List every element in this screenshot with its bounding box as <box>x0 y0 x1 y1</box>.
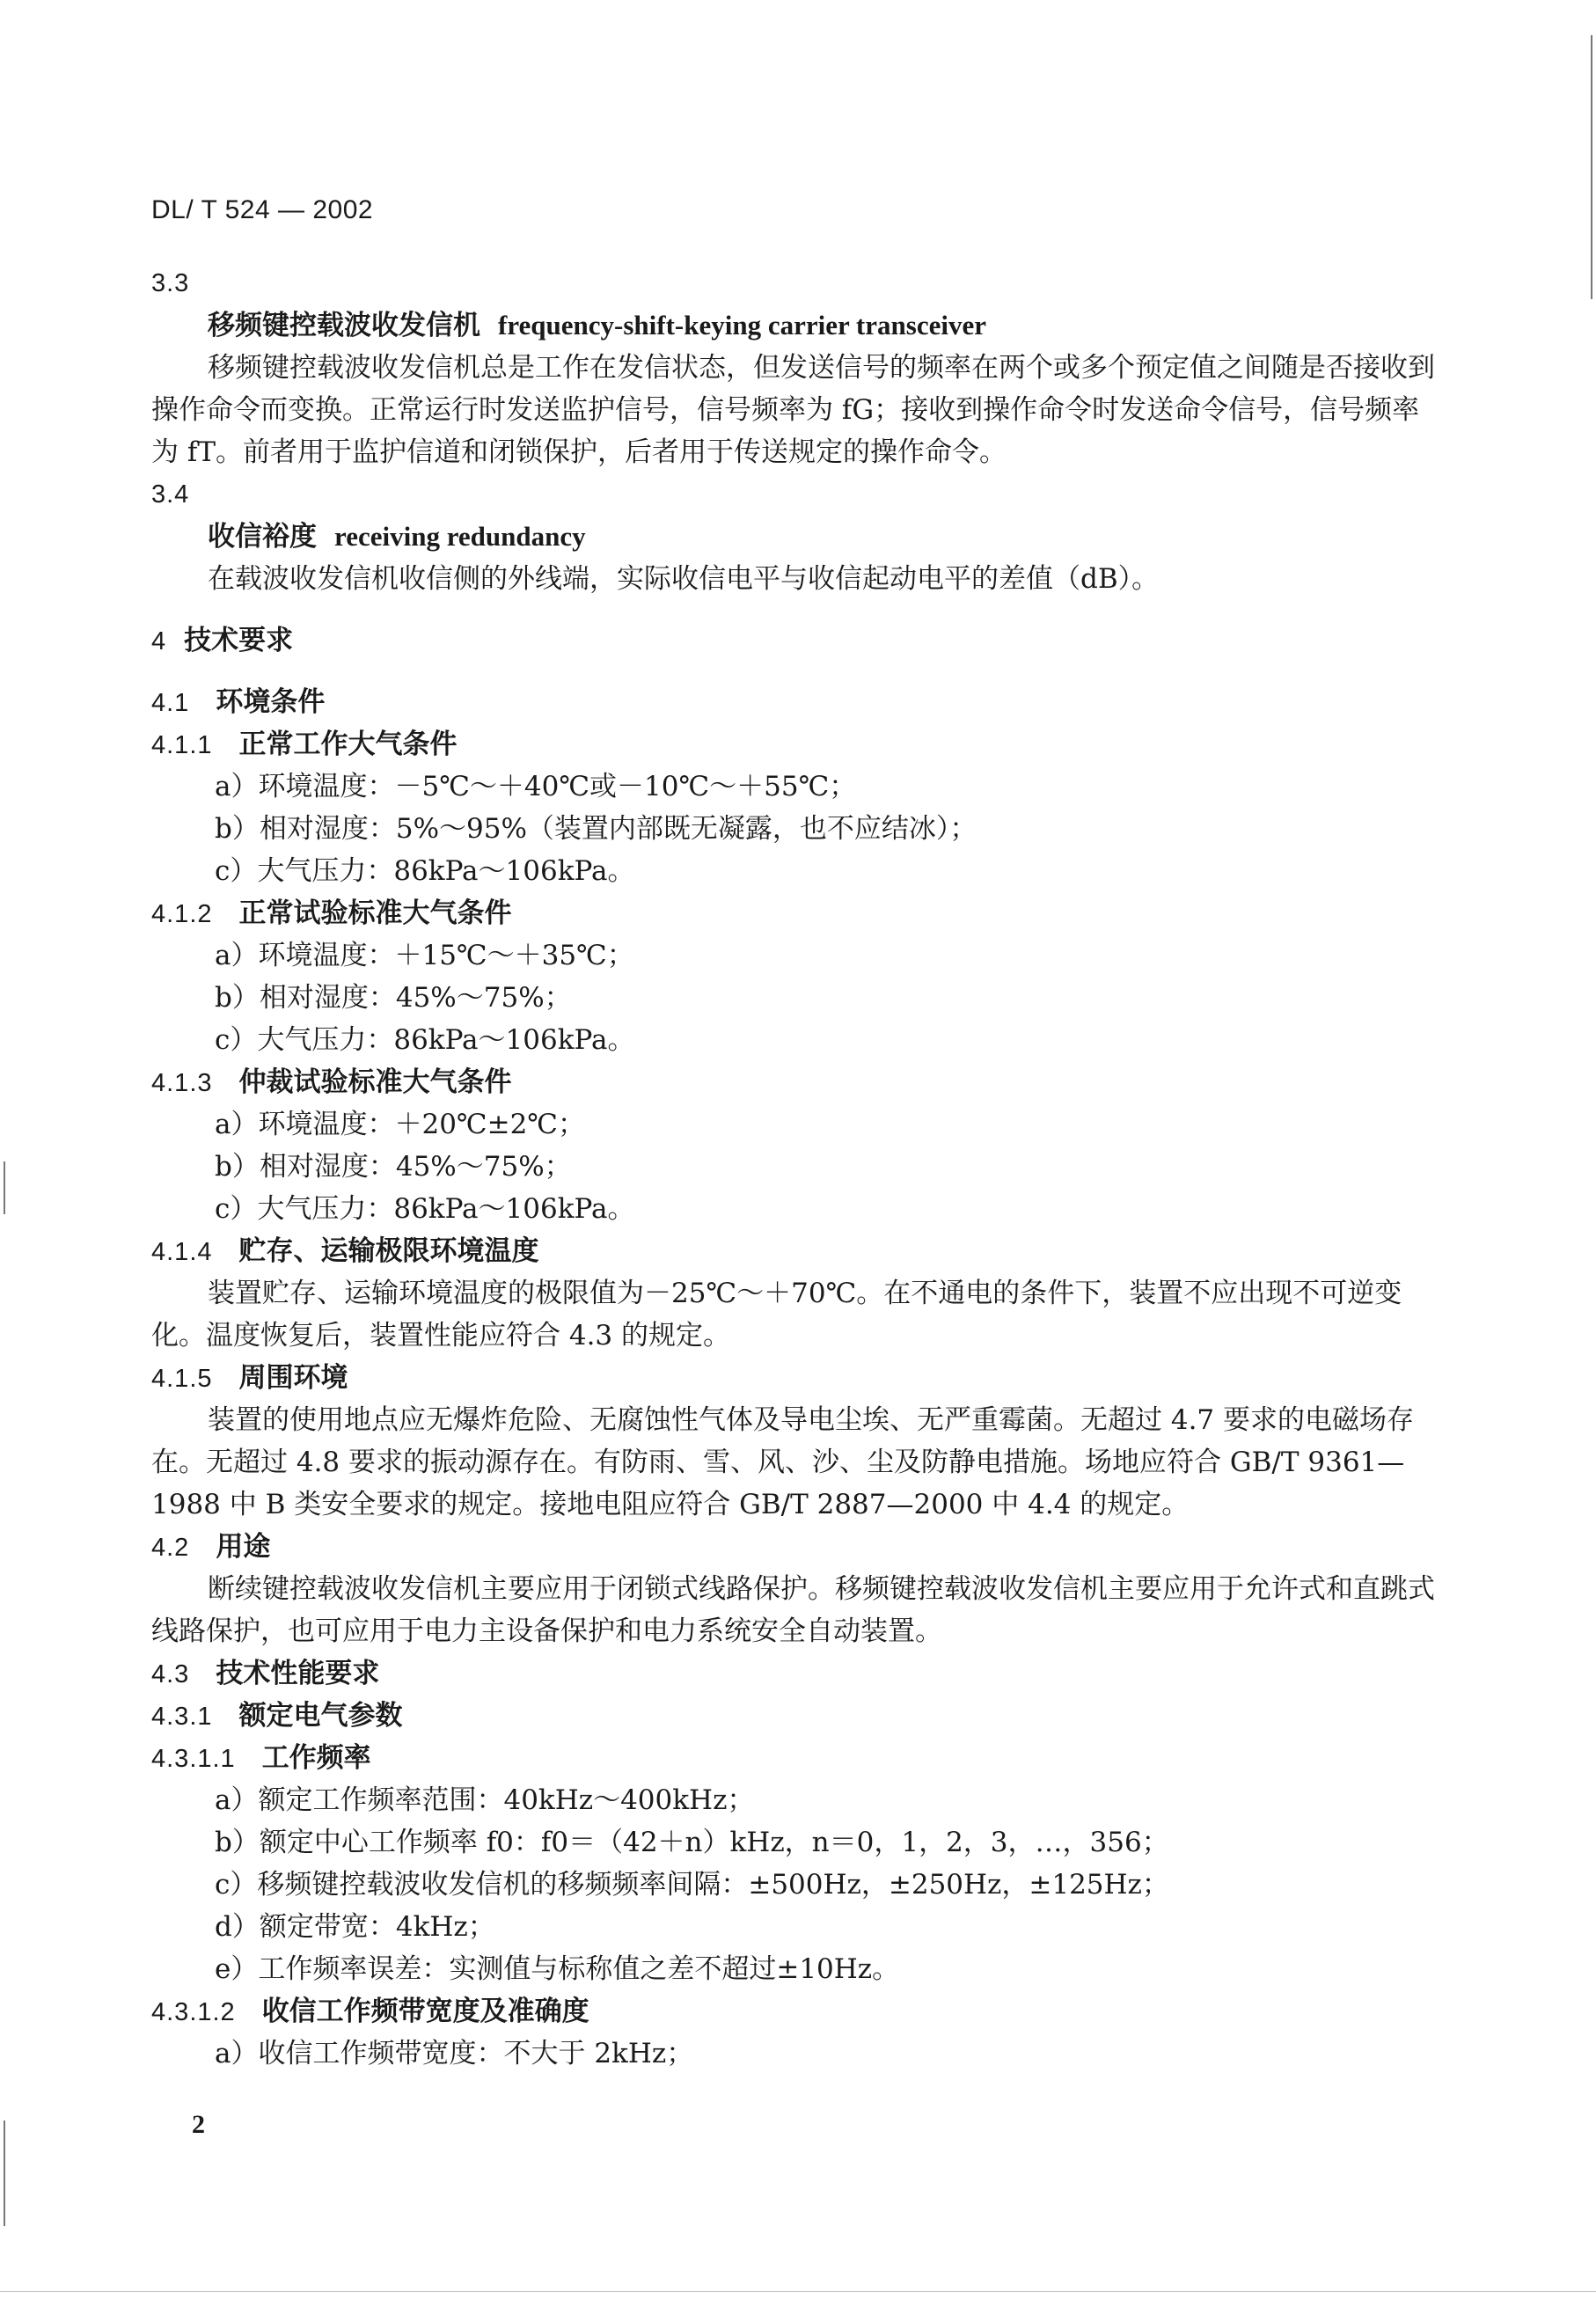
section-4-2-number: 4.2 <box>151 1534 190 1562</box>
list-item: b）相对湿度：45%～75%； <box>215 982 572 1014</box>
section-4-3-1-heading <box>151 1695 1445 1737</box>
section-4-1-title: 环境条件 <box>216 686 326 718</box>
term-3-4-title-en: receiving redundancy <box>334 521 586 552</box>
section-4-1-5-text: 装置的使用地点应无爆炸危险、无腐蚀性气体及导电尘埃、无严重霉菌。无超过 4.7 要求的电磁场存在。无超过 4.8 要求的振动源存在。有防雨、雪、风、沙、尘及防静电措施。场地应符合 GB/T 9361—1988 中 B 类安全要求的规定。接地电阻应符合 GB/T 2887—2000 中 4.4 的规定。 <box>151 1404 1415 1520</box>
document-body <box>151 262 1445 2075</box>
section-4-3-1-2-number: 4.3.1.2 <box>151 1998 236 2026</box>
section-4-3-heading <box>151 1652 1445 1695</box>
clause-number-3-4: 3.4 <box>151 480 190 509</box>
term-3-4-definition: 在载波收发信机收信侧的外线端，实际收信电平与收信起动电平的差值（dB）。 <box>208 563 1160 595</box>
section-4-1-1-number: 4.1.1 <box>151 731 213 759</box>
section-4-3-1-1-heading <box>151 1737 1445 1779</box>
section-4-3-1-2-title: 收信工作频带宽度及准确度 <box>261 1996 589 2027</box>
list-item: a）环境温度：＋20℃±2℃； <box>215 1109 585 1140</box>
scan-edge-mark <box>1591 35 1592 299</box>
list-item: b）相对湿度：45%～75%； <box>215 1151 572 1183</box>
page-number: 2 <box>192 2110 205 2139</box>
scan-bottom-line <box>0 2291 1596 2292</box>
section-4-1-3-heading <box>151 1061 1445 1103</box>
scan-edge-mark <box>4 1161 5 1214</box>
section-4-1-3-number: 4.1.3 <box>151 1069 213 1097</box>
list-item: e）工作频率误差：实测值与标称值之差不超过±10Hz。 <box>215 1953 900 1985</box>
section-4-1-4-text: 装置贮存、运输环境温度的极限值为－25℃～＋70℃。在不通电的条件下，装置不应出现不可逆变化。温度恢复后，装置性能应符合 4.3 的规定。 <box>151 1278 1402 1351</box>
list-item: c）大气压力：86kPa～106kPa。 <box>215 1193 635 1225</box>
scan-edge-mark <box>4 2121 5 2226</box>
section-4-2-text: 断续键控载波收发信机主要应用于闭锁式线路保护。移频键控载波收发信机主要应用于允许式和直跳式线路保护，也可应用于电力主设备保护和电力系统安全自动装置。 <box>151 1573 1435 1647</box>
list-item: c）大气压力：86kPa～106kPa。 <box>215 855 635 887</box>
section-4-3-1-2-heading <box>151 1990 1445 2033</box>
section-4-3-1-1-number: 4.3.1.1 <box>151 1745 236 1773</box>
list-item: b）额定中心工作频率 f0：f0＝（42＋n）kHz，n＝0，1，2，3，…，356； <box>215 1827 1169 1858</box>
section-4-1-2-heading <box>151 892 1445 934</box>
term-3-3-definition: 移频键控载波收发信机总是工作在发信状态，但发送信号的频率在两个或多个预定值之间随是否接收到操作命令而变换。正常运行时发送监护信号，信号频率为 fG；接收到操作命令时发送命令信号，信号频率为 fT。前者用于监护信道和闭锁保护，后者用于传送规定的操作命令。 <box>151 352 1435 468</box>
section-4-heading <box>151 619 1445 662</box>
list-item: a）收信工作频带宽度：不大于 2kHz； <box>215 2038 694 2069</box>
section-4-title: 技术要求 <box>184 625 294 656</box>
section-4-1-2-number: 4.1.2 <box>151 900 213 928</box>
section-4-2-heading <box>151 1526 1445 1568</box>
section-4-3-1-1-title: 工作频率 <box>261 1742 371 1774</box>
section-4-2-title: 用途 <box>216 1531 271 1563</box>
section-4-number: 4 <box>151 627 167 656</box>
section-4-1-3-title: 仲裁试验标准大气条件 <box>238 1066 512 1098</box>
section-4-1-5-heading <box>151 1357 1445 1399</box>
list-item: a）额定工作频率范围：40kHz～400kHz； <box>215 1784 755 1816</box>
document-code-header: DL/ T 524 — 2002 <box>151 195 374 224</box>
term-3-3-title-cn: 移频键控载波收发信机 <box>208 310 480 341</box>
clause-number-3-3: 3.3 <box>151 269 190 297</box>
section-4-1-number: 4.1 <box>151 689 190 717</box>
term-3-3-title-en: frequency-shift-keying carrier transceiver <box>498 310 986 341</box>
section-4-1-2-title: 正常试验标准大气条件 <box>238 897 512 929</box>
section-4-1-4-heading <box>151 1230 1445 1272</box>
term-3-4-heading <box>151 516 1445 558</box>
term-3-4-title-cn: 收信裕度 <box>208 521 317 553</box>
section-4-3-1-number: 4.3.1 <box>151 1703 213 1731</box>
section-4-3-1-title: 额定电气参数 <box>238 1700 403 1732</box>
section-4-1-1-heading <box>151 723 1445 765</box>
section-4-1-4-number: 4.1.4 <box>151 1238 213 1266</box>
list-item: c）大气压力：86kPa～106kPa。 <box>215 1024 635 1056</box>
section-4-1-5-number: 4.1.5 <box>151 1365 213 1393</box>
list-item: a）环境温度：＋15℃～＋35℃； <box>215 940 634 971</box>
section-4-1-5-title: 周围环境 <box>238 1362 348 1394</box>
section-4-1-1-title: 正常工作大气条件 <box>238 729 458 760</box>
section-4-1-heading <box>151 681 1445 723</box>
list-item: d）额定带宽：4kHz； <box>215 1911 495 1943</box>
term-3-3-heading <box>151 304 1445 347</box>
section-4-3-title: 技术性能要求 <box>216 1658 380 1689</box>
section-4-1-4-title: 贮存、运输极限环境温度 <box>238 1235 539 1267</box>
list-item: b）相对湿度：5%～95%（装置内部既无凝露，也不应结冰）； <box>215 813 977 845</box>
list-item: a）环境温度：－5℃～＋40℃或－10℃～＋55℃； <box>215 771 857 802</box>
list-item: c）移频键控载波收发信机的移频频率间隔：±500Hz，±250Hz，±125Hz； <box>215 1869 1169 1901</box>
section-4-3-number: 4.3 <box>151 1660 190 1688</box>
